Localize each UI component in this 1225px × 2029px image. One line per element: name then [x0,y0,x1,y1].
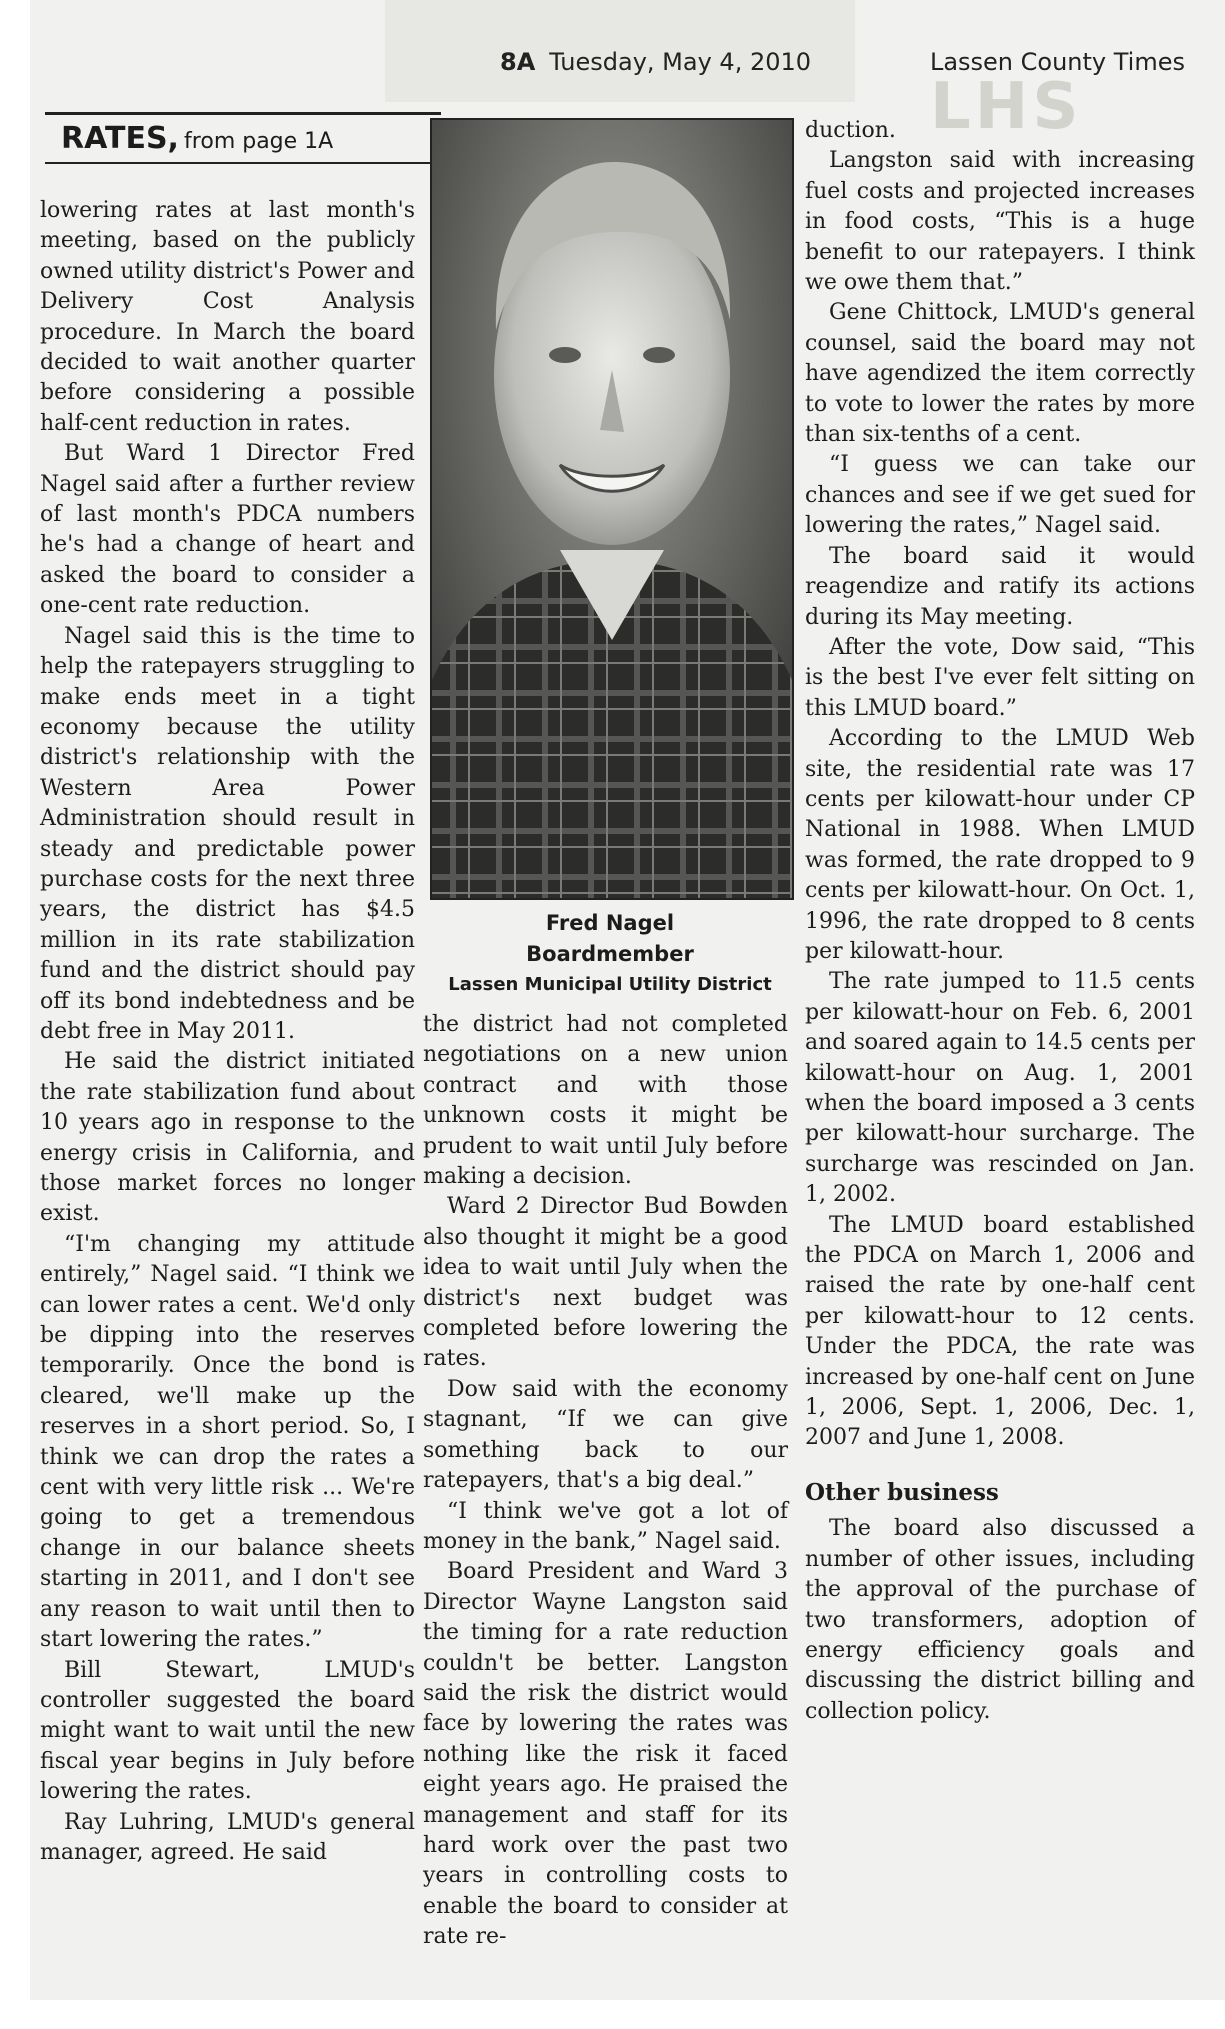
paragraph: Gene Chittock, LMUD's general counsel, said the board may not have agendized the item correctly to vote to lower the rates by more than six-tenths of a cent. [805,300,1195,448]
subhead-other-business: Other business [805,1478,999,1506]
paper-name: Lassen County Times [929,48,1185,76]
paragraph: Nagel said this is the time to help the ratepayers struggling to make ends meet in a tight economy because the utility district's relationship with the Western Area Power Administration should result in steady and predictable power purchase costs for the next three years, the district has $4.5 million in its rate stabilization fund and the district should pay off its bond indebtedness and be debt free in May 2011. [40,623,415,1044]
article-column-1 [40,196,415,1986]
jump-label: RATES, [61,121,179,156]
paragraph: Ward 2 Director Bud Bowden also thought it might be a good idea to wait until July when the district's next budget was completed before lowering the rates. [423,1194,788,1372]
portrait-image [432,120,792,898]
paragraph: duction. [805,118,896,143]
paragraph: The board also discussed a number of other issues, including the approval of the purchase of two transformers, adoption of energy efficiency goals and discussing the district billing and collection policy. [805,1516,1195,1724]
paragraph: Dow said with the economy stagnant, “If we can give something back to our ratepayers, that's a big deal.” [423,1376,788,1494]
portrait-photo [430,118,794,900]
jump-headline [45,112,441,164]
caption-name: Fred Nagel [545,911,675,935]
jump-from: from page 1A [184,129,334,154]
folio-line [500,48,811,76]
newspaper-clipping [30,0,1225,2000]
paragraph: The rate jumped to 11.5 cents per kilowatt-hour on Feb. 6, 2001 and soared again to 14.5 cents per kilowatt-hour on Aug. 1, 2001 when the board imposed a 3 cents per kilowatt-hour surcharge. The surcharge was rescinded on Jan. 1, 2002. [805,969,1195,1208]
paragraph: The LMUD board established the PDCA on March 1, 2006 and raised the rate by one-half cent per kilowatt-hour to 12 cents. Under the PDCA, the rate was increased by one-half cent on June 1, 2006, Sept. 1, 2006, Dec. 1, 2007 and June 1, 2008. [805,1212,1195,1451]
page-number: 8A [500,48,536,76]
paragraph: “I think we've got a lot of money in the bank,” Nagel said. [423,1498,788,1554]
caption-organization: Lassen Municipal Utility District [448,974,772,995]
paragraph: Ray Luhring, LMUD's general manager, agreed. He said [40,1809,415,1865]
paragraph: After the vote, Dow said, “This is the best I've ever felt sitting on this LMUD board.” [805,634,1195,721]
article-column-3 [805,116,1195,1986]
paragraph: “I'm changing my attitude entirely,” Nagel said. “I think we can lower rates a cent. We'd only be dipping into the reserves temporarily. Once the bond is cleared, we'll make up the reserves in a short period. So, I think we can drop the rates a cent with very little risk ... We're going to get a tremendous change in our balance sheets starting in 2011, and I don't see any reason to wait until then to start lowering the rates.” [40,1231,415,1653]
paragraph: “I guess we can take our chances and see if we get sued for lowering the rates,” Nagel said. [805,452,1195,539]
photo-caption [425,908,795,999]
paragraph: Langston said with increasing fuel costs and projected increases in food costs, “This is a huge benefit to our ratepayers. I think we owe them that.” [805,148,1195,296]
bleed-through-text: LHS [930,70,1083,144]
paragraph: He said the district initiated the rate stabilization fund about 10 years ago in response to the energy crisis in California, and those market forces no longer exist. [40,1049,415,1227]
paragraph: Bill Stewart, LMUD's controller suggested the board might want to wait until the new fiscal year begins in July before lowering the rates. [40,1657,415,1805]
paragraph: According to the LMUD Web site, the residential rate was 17 cents per kilowatt-hour under CP National in 1988. When LMUD was formed, the rate dropped to 9 cents per kilowatt-hour. On Oct. 1, 1996, the rate dropped to 8 cents per kilowatt-hour. [805,726,1195,964]
paragraph: The board said it would reagendize and ratify its actions during its May meeting. [805,543,1195,630]
article-column-2 [423,1010,788,1985]
paragraph: But Ward 1 Director Fred Nagel said after a further review of last month's PDCA numbers he's had a change of heart and asked the board to consider a one-cent rate reduction. [40,441,415,619]
issue-date: Tuesday, May 4, 2010 [549,48,812,76]
paragraph: the district had not completed negotiations on a new union contract and with those unknown costs it might be prudent to wait until July before making a decision. [423,1012,788,1190]
caption-title: Boardmember [526,942,694,966]
paragraph: Board President and Ward 3 Director Wayne Langston said the timing for a rate reduction couldn't be better. Langston said the risk the district would face by lowering the rates was nothing like the risk it faced eight years ago. He praised the management and staff for its hard work over the past two years in controlling costs to enable the board to consider at rate re- [423,1559,788,1950]
paragraph: lowering rates at last month's meeting, based on the publicly owned utility district's Power and Delivery Cost Analysis procedure. In March the board decided to wait another quarter before considering a possible half-cent reduction in rates. [40,198,415,436]
